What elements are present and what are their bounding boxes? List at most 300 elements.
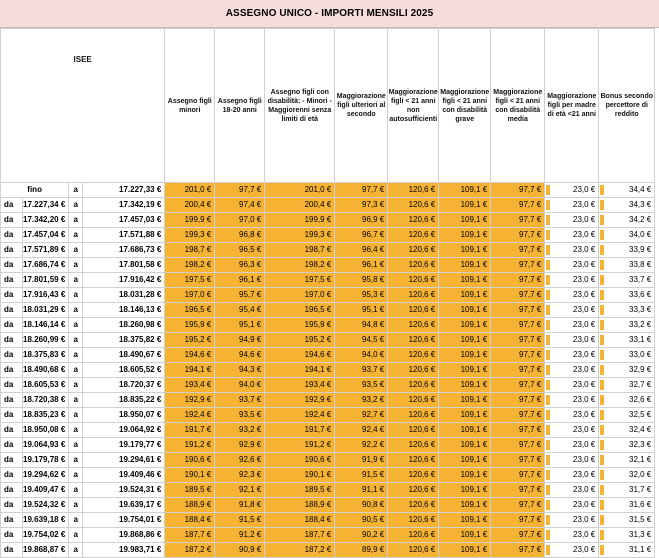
cell-amount[interactable]: 97,7 €	[491, 483, 545, 498]
cell-amount[interactable]: 194,6 €	[165, 348, 215, 363]
cell-amount[interactable]: 201,0 €	[265, 183, 335, 198]
cell-amount[interactable]: 120,6 €	[388, 213, 439, 228]
cell-amount[interactable]: 190,6 €	[265, 453, 335, 468]
cell-amount[interactable]	[599, 303, 655, 318]
cell-amount[interactable]: 97,7 €	[491, 198, 545, 213]
cell-amount[interactable]: 109,1 €	[439, 183, 491, 198]
cell-amount[interactable]: 188,4 €	[265, 513, 335, 528]
cell-amount[interactable]: 97,7 €	[491, 183, 545, 198]
cell-amount[interactable]: 97,7 €	[491, 468, 545, 483]
cell-range-mid[interactable]: a	[69, 423, 83, 438]
cell-amount[interactable]	[545, 513, 599, 528]
cell-amount[interactable]: 187,7 €	[165, 528, 215, 543]
header-col-0[interactable]: Assegno figli minori	[165, 29, 215, 183]
cell-range-prefix[interactable]: da	[1, 408, 23, 423]
cell-range-mid[interactable]: a	[69, 513, 83, 528]
cell-amount[interactable]	[599, 453, 655, 468]
cell-amount[interactable]: 97,7 €	[491, 378, 545, 393]
cell-range-to[interactable]: 19.179,77 €	[83, 438, 165, 453]
cell-amount[interactable]: 97,7 €	[491, 513, 545, 528]
cell-amount[interactable]: 109,1 €	[439, 513, 491, 528]
cell-range-prefix[interactable]: da	[1, 528, 23, 543]
cell-amount[interactable]: 196,5 €	[265, 303, 335, 318]
cell-amount[interactable]: 109,1 €	[439, 483, 491, 498]
cell-range-to[interactable]: 19.294,61 €	[83, 453, 165, 468]
cell-amount[interactable]: 97,7 €	[491, 228, 545, 243]
cell-range-prefix[interactable]: da	[1, 318, 23, 333]
cell-amount[interactable]: 97,7 €	[491, 363, 545, 378]
cell-range-to[interactable]: 18.605,52 €	[83, 363, 165, 378]
cell-range-prefix[interactable]: da	[1, 243, 23, 258]
cell-amount[interactable]: 97,7 €	[491, 213, 545, 228]
cell-amount[interactable]: 91,9 €	[335, 453, 388, 468]
cell-amount[interactable]: 120,6 €	[388, 468, 439, 483]
cell-amount[interactable]	[545, 468, 599, 483]
cell-amount[interactable]: 199,3 €	[265, 228, 335, 243]
cell-amount[interactable]: 192,4 €	[165, 408, 215, 423]
cell-range-mid[interactable]: a	[69, 483, 83, 498]
cell-amount[interactable]: 197,5 €	[165, 273, 215, 288]
cell-amount[interactable]	[545, 363, 599, 378]
cell-amount[interactable]: 94,8 €	[335, 318, 388, 333]
cell-range-to[interactable]: 19.064,92 €	[83, 423, 165, 438]
cell-amount[interactable]: 120,6 €	[388, 453, 439, 468]
cell-amount[interactable]	[545, 378, 599, 393]
cell-range-mid[interactable]: a	[69, 393, 83, 408]
cell-amount[interactable]: 195,9 €	[165, 318, 215, 333]
cell-amount[interactable]: 95,4 €	[215, 303, 265, 318]
cell-range-mid[interactable]: a	[69, 543, 83, 558]
cell-amount[interactable]: 197,0 €	[265, 288, 335, 303]
cell-amount[interactable]: 95,3 €	[335, 288, 388, 303]
cell-amount[interactable]: 93,7 €	[215, 393, 265, 408]
cell-range-from[interactable]: 19.754,02 €	[23, 528, 69, 543]
cell-amount[interactable]: 192,9 €	[265, 393, 335, 408]
cell-amount[interactable]: 187,2 €	[265, 543, 335, 558]
cell-amount[interactable]: 120,6 €	[388, 408, 439, 423]
header-col-6[interactable]: Maggiorazione figli < 21 anni con disabilità media	[491, 29, 545, 183]
cell-amount[interactable]	[599, 228, 655, 243]
cell-amount[interactable]: 96,3 €	[215, 258, 265, 273]
cell-amount[interactable]: 96,8 €	[215, 228, 265, 243]
cell-amount[interactable]: 93,5 €	[335, 378, 388, 393]
cell-amount[interactable]	[599, 498, 655, 513]
cell-amount[interactable]	[599, 333, 655, 348]
cell-range-to[interactable]: 17.801,58 €	[83, 258, 165, 273]
cell-amount[interactable]: 120,6 €	[388, 363, 439, 378]
cell-amount[interactable]: 92,3 €	[215, 468, 265, 483]
cell-amount[interactable]	[599, 288, 655, 303]
cell-amount[interactable]: 93,5 €	[215, 408, 265, 423]
cell-range-to[interactable]: 18.720,37 €	[83, 378, 165, 393]
cell-amount[interactable]: 93,2 €	[335, 393, 388, 408]
cell-amount[interactable]	[599, 528, 655, 543]
header-col-4[interactable]: Maggiorazione figli < 21 anni non autosufficienti	[388, 29, 439, 183]
cell-range-prefix[interactable]: da	[1, 363, 23, 378]
cell-range-from[interactable]: 17.801,59 €	[23, 273, 69, 288]
cell-range-mid[interactable]: a	[69, 363, 83, 378]
cell-amount[interactable]	[599, 483, 655, 498]
cell-range-prefix[interactable]: da	[1, 483, 23, 498]
cell-amount[interactable]	[545, 258, 599, 273]
cell-amount[interactable]	[545, 498, 599, 513]
cell-amount[interactable]: 109,1 €	[439, 363, 491, 378]
cell-amount[interactable]: 109,1 €	[439, 528, 491, 543]
cell-amount[interactable]: 109,1 €	[439, 333, 491, 348]
cell-amount[interactable]: 97,7 €	[491, 528, 545, 543]
cell-range-mid[interactable]: a	[69, 348, 83, 363]
cell-amount[interactable]	[599, 183, 655, 198]
cell-range-from[interactable]: 18.950,08 €	[23, 423, 69, 438]
cell-range-to[interactable]: 17.342,19 €	[83, 198, 165, 213]
cell-range-prefix[interactable]: da	[1, 378, 23, 393]
cell-amount[interactable]: 195,2 €	[265, 333, 335, 348]
cell-amount[interactable]: 191,2 €	[165, 438, 215, 453]
cell-amount[interactable]: 195,9 €	[265, 318, 335, 333]
cell-range-to[interactable]: 18.490,67 €	[83, 348, 165, 363]
cell-range-to[interactable]: 19.868,86 €	[83, 528, 165, 543]
cell-range-to[interactable]: 17.686,73 €	[83, 243, 165, 258]
cell-amount[interactable]: 120,6 €	[388, 528, 439, 543]
cell-range-from[interactable]: 19.868,87 €	[23, 543, 69, 558]
cell-amount[interactable]: 120,6 €	[388, 543, 439, 558]
cell-range-mid[interactable]: a	[69, 528, 83, 543]
cell-amount[interactable]: 120,6 €	[388, 483, 439, 498]
cell-amount[interactable]: 109,1 €	[439, 348, 491, 363]
cell-amount[interactable]	[545, 453, 599, 468]
cell-range-from[interactable]: 18.835,23 €	[23, 408, 69, 423]
cell-amount[interactable]	[599, 543, 655, 558]
header-col-3[interactable]: Maggiorazione figli ulteriori al secondo	[335, 29, 388, 183]
cell-range-mid[interactable]: a	[69, 288, 83, 303]
cell-range-mid[interactable]: a	[69, 438, 83, 453]
cell-amount[interactable]: 187,2 €	[165, 543, 215, 558]
cell-amount[interactable]: 190,6 €	[165, 453, 215, 468]
cell-range-prefix[interactable]: da	[1, 513, 23, 528]
cell-range-to[interactable]: 17.916,42 €	[83, 273, 165, 288]
cell-amount[interactable]: 109,1 €	[439, 198, 491, 213]
cell-amount[interactable]	[599, 438, 655, 453]
cell-amount[interactable]: 109,1 €	[439, 423, 491, 438]
cell-amount[interactable]: 191,7 €	[265, 423, 335, 438]
cell-amount[interactable]: 95,8 €	[335, 273, 388, 288]
cell-range-from[interactable]: 18.375,83 €	[23, 348, 69, 363]
cell-amount[interactable]: 95,7 €	[215, 288, 265, 303]
cell-amount[interactable]: 192,4 €	[265, 408, 335, 423]
cell-amount[interactable]: 97,7 €	[491, 348, 545, 363]
cell-range-to[interactable]: 18.835,22 €	[83, 393, 165, 408]
cell-range-prefix[interactable]: da	[1, 468, 23, 483]
cell-amount[interactable]: 97,7 €	[491, 288, 545, 303]
cell-range-prefix[interactable]: da	[1, 273, 23, 288]
cell-range-prefix[interactable]: da	[1, 258, 23, 273]
cell-amount[interactable]	[599, 243, 655, 258]
cell-range-mid[interactable]: a	[69, 213, 83, 228]
cell-amount[interactable]	[599, 348, 655, 363]
cell-range-mid[interactable]: a	[69, 183, 83, 198]
cell-range-mid[interactable]: a	[69, 378, 83, 393]
cell-range-to[interactable]: 18.146,13 €	[83, 303, 165, 318]
cell-amount[interactable]	[599, 363, 655, 378]
cell-amount[interactable]: 96,7 €	[335, 228, 388, 243]
header-col-1[interactable]: Assegno figli 18-20 anni	[215, 29, 265, 183]
cell-amount[interactable]: 120,6 €	[388, 348, 439, 363]
cell-amount[interactable]: 92,2 €	[335, 438, 388, 453]
header-col-2[interactable]: Assegno figli con disabilità: - Minori - Maggiorenni senza limiti di età	[265, 29, 335, 183]
cell-amount[interactable]: 96,5 €	[215, 243, 265, 258]
cell-amount[interactable]: 120,6 €	[388, 393, 439, 408]
cell-amount[interactable]	[545, 183, 599, 198]
cell-amount[interactable]: 91,5 €	[335, 468, 388, 483]
cell-amount[interactable]: 187,7 €	[265, 528, 335, 543]
cell-range-mid[interactable]: a	[69, 453, 83, 468]
cell-amount[interactable]: 97,7 €	[491, 303, 545, 318]
cell-amount[interactable]	[545, 333, 599, 348]
cell-amount[interactable]: 93,2 €	[215, 423, 265, 438]
cell-amount[interactable]	[545, 423, 599, 438]
cell-amount[interactable]: 91,1 €	[335, 483, 388, 498]
cell-range-from[interactable]: 19.524,32 €	[23, 498, 69, 513]
cell-range-mid[interactable]: a	[69, 258, 83, 273]
cell-amount[interactable]: 198,7 €	[265, 243, 335, 258]
cell-amount[interactable]	[599, 198, 655, 213]
cell-amount[interactable]: 109,1 €	[439, 498, 491, 513]
cell-range-to[interactable]: 17.227,33 €	[83, 183, 165, 198]
cell-range-from[interactable]: 17.342,20 €	[23, 213, 69, 228]
cell-amount[interactable]	[545, 288, 599, 303]
cell-amount[interactable]: 92,6 €	[215, 453, 265, 468]
cell-amount[interactable]: 97,7 €	[491, 423, 545, 438]
cell-amount[interactable]: 97,7 €	[491, 273, 545, 288]
cell-range-mid[interactable]: a	[69, 273, 83, 288]
cell-amount[interactable]: 94,6 €	[215, 348, 265, 363]
cell-amount[interactable]: 90,2 €	[335, 528, 388, 543]
cell-amount[interactable]: 120,6 €	[388, 378, 439, 393]
cell-range-prefix[interactable]: da	[1, 333, 23, 348]
cell-amount[interactable]: 120,6 €	[388, 228, 439, 243]
cell-amount[interactable]: 109,1 €	[439, 408, 491, 423]
cell-amount[interactable]: 92,7 €	[335, 408, 388, 423]
cell-amount[interactable]	[545, 483, 599, 498]
cell-amount[interactable]	[545, 408, 599, 423]
cell-amount[interactable]	[599, 408, 655, 423]
cell-amount[interactable]: 94,0 €	[215, 378, 265, 393]
cell-amount[interactable]	[599, 513, 655, 528]
cell-amount[interactable]: 189,5 €	[165, 483, 215, 498]
cell-amount[interactable]: 109,1 €	[439, 438, 491, 453]
cell-amount[interactable]: 191,7 €	[165, 423, 215, 438]
cell-amount[interactable]: 200,4 €	[265, 198, 335, 213]
cell-range-from[interactable]: 18.720,38 €	[23, 393, 69, 408]
cell-range-from[interactable]: 18.260,99 €	[23, 333, 69, 348]
cell-amount[interactable]	[599, 378, 655, 393]
cell-amount[interactable]: 95,1 €	[335, 303, 388, 318]
cell-amount[interactable]: 201,0 €	[165, 183, 215, 198]
cell-range-mid[interactable]: a	[69, 468, 83, 483]
cell-amount[interactable]: 189,5 €	[265, 483, 335, 498]
cell-amount[interactable]: 96,1 €	[215, 273, 265, 288]
cell-amount[interactable]: 120,6 €	[388, 288, 439, 303]
cell-amount[interactable]: 193,4 €	[265, 378, 335, 393]
cell-amount[interactable]: 97,7 €	[491, 393, 545, 408]
cell-amount[interactable]: 197,5 €	[265, 273, 335, 288]
cell-amount[interactable]	[545, 213, 599, 228]
cell-range-from[interactable]: 19.064,93 €	[23, 438, 69, 453]
cell-amount[interactable]: 109,1 €	[439, 453, 491, 468]
cell-amount[interactable]: 96,9 €	[335, 213, 388, 228]
cell-amount[interactable]: 120,6 €	[388, 423, 439, 438]
cell-range-to[interactable]: 19.754,01 €	[83, 513, 165, 528]
cell-amount[interactable]: 94,5 €	[335, 333, 388, 348]
cell-range-from[interactable]: 19.179,78 €	[23, 453, 69, 468]
cell-amount[interactable]	[545, 198, 599, 213]
cell-amount[interactable]: 120,6 €	[388, 273, 439, 288]
cell-amount[interactable]: 109,1 €	[439, 288, 491, 303]
cell-amount[interactable]	[599, 213, 655, 228]
cell-amount[interactable]: 96,4 €	[335, 243, 388, 258]
cell-range-to[interactable]: 18.375,82 €	[83, 333, 165, 348]
cell-amount[interactable]: 109,1 €	[439, 318, 491, 333]
cell-range-prefix[interactable]: da	[1, 213, 23, 228]
cell-amount[interactable]: 188,9 €	[265, 498, 335, 513]
cell-amount[interactable]: 92,4 €	[335, 423, 388, 438]
cell-range-from[interactable]: 19.294,62 €	[23, 468, 69, 483]
cell-amount[interactable]: 195,2 €	[165, 333, 215, 348]
cell-amount[interactable]: 120,6 €	[388, 498, 439, 513]
cell-range-prefix[interactable]: da	[1, 543, 23, 558]
cell-amount[interactable]	[599, 318, 655, 333]
cell-amount[interactable]	[545, 438, 599, 453]
cell-range-mid[interactable]: a	[69, 333, 83, 348]
cell-range-from[interactable]: 18.605,53 €	[23, 378, 69, 393]
cell-amount[interactable]: 97,7 €	[491, 333, 545, 348]
cell-amount[interactable]: 198,2 €	[265, 258, 335, 273]
cell-amount[interactable]: 198,2 €	[165, 258, 215, 273]
cell-amount[interactable]: 191,2 €	[265, 438, 335, 453]
cell-amount[interactable]: 199,9 €	[165, 213, 215, 228]
cell-amount[interactable]: 109,1 €	[439, 543, 491, 558]
cell-amount[interactable]	[545, 243, 599, 258]
cell-amount[interactable]	[545, 543, 599, 558]
cell-amount[interactable]: 109,1 €	[439, 273, 491, 288]
cell-range-from[interactable]: fino	[1, 183, 69, 198]
cell-amount[interactable]: 97,4 €	[215, 198, 265, 213]
cell-range-mid[interactable]: a	[69, 318, 83, 333]
cell-amount[interactable]	[545, 348, 599, 363]
cell-amount[interactable]	[545, 318, 599, 333]
cell-amount[interactable]: 194,6 €	[265, 348, 335, 363]
cell-range-to[interactable]: 18.950,07 €	[83, 408, 165, 423]
cell-amount[interactable]: 91,5 €	[215, 513, 265, 528]
cell-range-mid[interactable]: a	[69, 303, 83, 318]
cell-amount[interactable]	[599, 393, 655, 408]
cell-amount[interactable]: 192,9 €	[165, 393, 215, 408]
cell-range-from[interactable]: 19.639,18 €	[23, 513, 69, 528]
cell-range-to[interactable]: 19.983,71 €	[83, 543, 165, 558]
cell-amount[interactable]	[599, 258, 655, 273]
cell-amount[interactable]: 97,7 €	[491, 258, 545, 273]
cell-amount[interactable]: 109,1 €	[439, 213, 491, 228]
cell-amount[interactable]: 120,6 €	[388, 303, 439, 318]
cell-amount[interactable]	[545, 303, 599, 318]
cell-amount[interactable]: 90,8 €	[335, 498, 388, 513]
cell-range-mid[interactable]: a	[69, 243, 83, 258]
cell-amount[interactable]: 97,3 €	[335, 198, 388, 213]
cell-amount[interactable]: 109,1 €	[439, 468, 491, 483]
cell-amount[interactable]: 95,1 €	[215, 318, 265, 333]
cell-amount[interactable]: 97,7 €	[215, 183, 265, 198]
cell-amount[interactable]: 97,7 €	[491, 498, 545, 513]
cell-amount[interactable]: 194,1 €	[265, 363, 335, 378]
cell-amount[interactable]: 97,7 €	[491, 453, 545, 468]
cell-amount[interactable]: 190,1 €	[165, 468, 215, 483]
cell-range-prefix[interactable]: da	[1, 288, 23, 303]
cell-range-prefix[interactable]: da	[1, 198, 23, 213]
cell-amount[interactable]: 92,9 €	[215, 438, 265, 453]
cell-range-prefix[interactable]: da	[1, 348, 23, 363]
cell-amount[interactable]: 120,6 €	[388, 333, 439, 348]
cell-range-prefix[interactable]: da	[1, 228, 23, 243]
cell-amount[interactable]	[599, 273, 655, 288]
header-col-8[interactable]: Bonus secondo percettore di reddito	[599, 29, 655, 183]
cell-amount[interactable]: 193,4 €	[165, 378, 215, 393]
cell-range-mid[interactable]: a	[69, 408, 83, 423]
cell-amount[interactable]: 200,4 €	[165, 198, 215, 213]
cell-amount[interactable]: 199,9 €	[265, 213, 335, 228]
cell-range-to[interactable]: 19.639,17 €	[83, 498, 165, 513]
cell-range-from[interactable]: 17.686,74 €	[23, 258, 69, 273]
cell-range-to[interactable]: 19.524,31 €	[83, 483, 165, 498]
cell-amount[interactable]: 91,2 €	[215, 528, 265, 543]
cell-amount[interactable]: 91,8 €	[215, 498, 265, 513]
cell-range-from[interactable]: 17.571,89 €	[23, 243, 69, 258]
cell-range-from[interactable]: 18.031,29 €	[23, 303, 69, 318]
cell-range-mid[interactable]: a	[69, 198, 83, 213]
cell-amount[interactable]: 94,0 €	[335, 348, 388, 363]
cell-amount[interactable]: 92,1 €	[215, 483, 265, 498]
cell-amount[interactable]	[599, 423, 655, 438]
cell-range-from[interactable]: 17.227,34 €	[23, 198, 69, 213]
cell-range-from[interactable]: 17.457,04 €	[23, 228, 69, 243]
cell-range-mid[interactable]: a	[69, 228, 83, 243]
cell-amount[interactable]: 109,1 €	[439, 228, 491, 243]
cell-range-prefix[interactable]: da	[1, 453, 23, 468]
cell-range-from[interactable]: 18.490,68 €	[23, 363, 69, 378]
cell-amount[interactable]: 109,1 €	[439, 258, 491, 273]
cell-amount[interactable]: 97,7 €	[491, 543, 545, 558]
cell-amount[interactable]: 120,6 €	[388, 513, 439, 528]
header-col-7[interactable]: Maggiorazione figli per madre di età <21 anni	[545, 29, 599, 183]
cell-amount[interactable]: 96,1 €	[335, 258, 388, 273]
cell-amount[interactable]: 198,7 €	[165, 243, 215, 258]
cell-range-to[interactable]: 19.409,46 €	[83, 468, 165, 483]
cell-range-prefix[interactable]: da	[1, 303, 23, 318]
cell-amount[interactable]: 97,7 €	[491, 318, 545, 333]
cell-amount[interactable]: 93,7 €	[335, 363, 388, 378]
cell-amount[interactable]: 97,7 €	[491, 438, 545, 453]
cell-amount[interactable]	[599, 468, 655, 483]
cell-amount[interactable]: 94,9 €	[215, 333, 265, 348]
cell-range-to[interactable]: 17.571,88 €	[83, 228, 165, 243]
cell-amount[interactable]: 89,9 €	[335, 543, 388, 558]
cell-range-to[interactable]: 18.260,98 €	[83, 318, 165, 333]
cell-amount[interactable]: 120,6 €	[388, 258, 439, 273]
cell-amount[interactable]: 120,6 €	[388, 183, 439, 198]
header-col-5[interactable]: Maggiorazione figli < 21 anni con disabilità grave	[439, 29, 491, 183]
cell-range-from[interactable]: 17.916,43 €	[23, 288, 69, 303]
cell-amount[interactable]: 97,7 €	[491, 243, 545, 258]
cell-range-prefix[interactable]: da	[1, 498, 23, 513]
